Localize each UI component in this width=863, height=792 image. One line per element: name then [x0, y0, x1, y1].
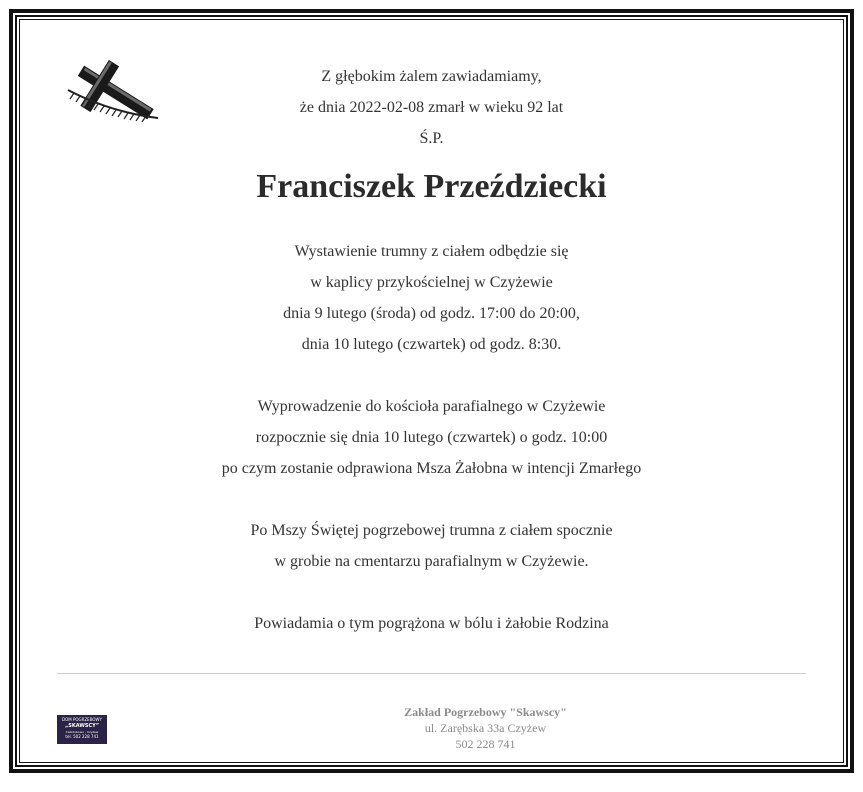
procession-line: po czym zostanie odprawiona Msza Żałobna w intencji Zmarłego	[221, 460, 642, 477]
closing-line: Powiadamia o tym pogrążona w bólu i żałobie Rodzina	[254, 615, 609, 632]
footer-contact	[20, 704, 843, 752]
viewing-line: dnia 9 lutego (środa) od godz. 17:00 do 20:00,	[283, 305, 580, 322]
deceased-name: Franciszek Przeździecki	[256, 168, 607, 205]
burial-line: w grobie na cmentarzu parafialnym w Czyżewie.	[274, 553, 589, 570]
viewing-line: Wystawienie trumny z ciałem odbędzie się	[294, 243, 569, 260]
logo-line-2: „SKAWSCY”	[64, 723, 100, 729]
intro-line-2: że dnia 2022-02-08 zmarł w wieku 92 lat	[299, 99, 564, 116]
logo-line-3: Całodobowo - Czyżew	[65, 730, 99, 734]
logo-line-1: DOM POGRZEBOWY	[62, 717, 102, 722]
footer-phone: 502 228 741	[455, 737, 516, 751]
footer-address: ul. Zarębska 33a Czyżew	[424, 721, 547, 735]
notice-frame	[9, 9, 854, 773]
burial-block	[20, 515, 843, 577]
viewing-block	[20, 236, 843, 360]
notice-card	[19, 19, 844, 763]
viewing-line: dnia 10 lutego (czwartek) od godz. 8:30.	[301, 336, 562, 353]
footer-company: Zakład Pogrzebowy "Skawscy"	[404, 705, 567, 719]
viewing-line: w kaplicy przykościelnej w Czyżewie	[310, 274, 553, 291]
intro-line-1: Z głębokim żalem zawiadamiamy,	[321, 68, 542, 85]
logo-line-4: tel. 502 228 741	[65, 734, 99, 739]
sp-label: Ś.P.	[419, 130, 444, 147]
procession-line: Wyprowadzenie do kościoła parafialnego w Czyżewie	[257, 398, 606, 415]
footer-divider	[57, 673, 806, 674]
notice-content	[20, 20, 843, 639]
procession-block	[20, 391, 843, 484]
notice-frame-middle	[15, 15, 848, 767]
burial-line: Po Mszy Świętej pogrzebowej trumna z ciałem spocznie	[250, 522, 613, 539]
procession-line: rozpocznie się dnia 10 lutego (czwartek) o godz. 10:00	[255, 429, 608, 446]
